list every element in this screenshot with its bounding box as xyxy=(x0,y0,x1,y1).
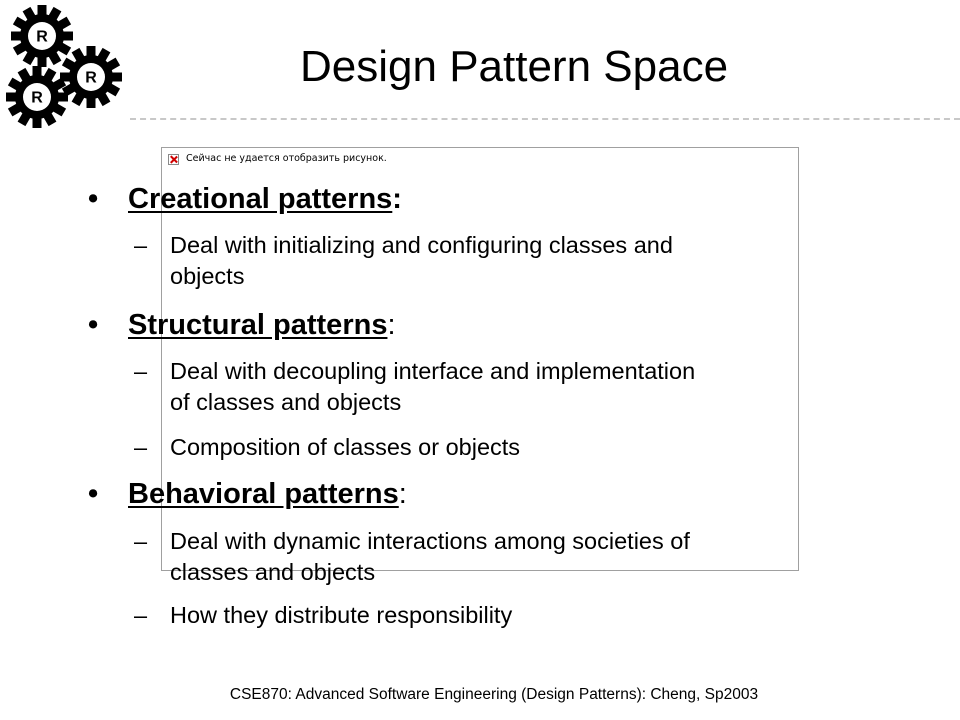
sub-item-text-wrap: classes and objects xyxy=(170,559,376,585)
bullet-colon: : xyxy=(398,478,407,510)
sub-item xyxy=(134,230,673,289)
bullet-colon: : xyxy=(392,183,402,215)
dash-marker: – xyxy=(134,358,148,384)
sub-item-text: Deal with decoupling interface and implementation xyxy=(170,358,696,384)
dash-marker: – xyxy=(134,602,148,628)
gear-letter: R xyxy=(85,69,97,87)
bullet-marker: • xyxy=(88,183,99,215)
gear-letter: R xyxy=(31,89,43,107)
dash-marker: – xyxy=(134,232,148,258)
dash-marker: – xyxy=(134,528,148,554)
broken-image-text: Сейчас не удается отобразить рисунок. xyxy=(186,153,387,164)
sub-item xyxy=(134,432,520,463)
footer-text: CSE870: Advanced Software Engineering (Design Patterns): Cheng, Sp2003 xyxy=(229,686,759,703)
sub-item-text: How they distribute responsibility xyxy=(170,602,513,628)
bullet-structural xyxy=(88,308,396,342)
sub-item xyxy=(134,526,690,585)
bullet-label: Structural patterns xyxy=(128,309,388,341)
gear-letter: R xyxy=(36,28,48,46)
sub-item xyxy=(134,356,696,415)
bullet-creational xyxy=(88,182,402,216)
bullet-label: Behavioral patterns xyxy=(128,478,399,510)
bullet-marker: • xyxy=(88,478,99,510)
bullet-colon: : xyxy=(387,309,396,341)
bullet-marker: • xyxy=(88,309,99,341)
bullet-label: Creational patterns xyxy=(128,183,393,215)
sub-item-text: Deal with initializing and configuring classes and xyxy=(170,232,673,258)
sub-item-text-wrap: objects xyxy=(170,263,245,289)
sub-item-text-wrap: of classes and objects xyxy=(170,389,402,415)
sub-item xyxy=(134,600,512,631)
sub-item-text: Deal with dynamic interactions among societies of xyxy=(170,528,690,554)
slide-footer xyxy=(0,686,960,704)
slide-title: Design Pattern Space xyxy=(300,42,729,91)
sub-item-text: Composition of classes or objects xyxy=(170,434,521,460)
dash-marker: – xyxy=(134,434,148,460)
bullet-behavioral xyxy=(88,477,407,511)
